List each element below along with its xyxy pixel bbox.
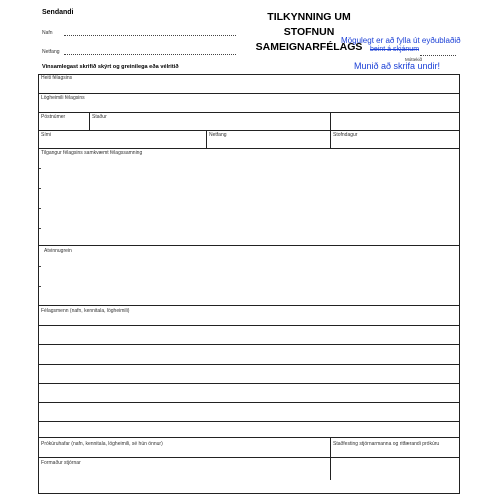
sender-name-field[interactable] — [64, 35, 236, 36]
founding-date-field[interactable] — [331, 138, 459, 148]
company-name-label: Heiti félagsins — [41, 75, 73, 81]
web-label: Netfang — [209, 132, 227, 138]
purpose-field[interactable] — [39, 157, 459, 245]
business-code-field[interactable] — [39, 254, 459, 305]
address-label: Lögheimili félagsins — [41, 95, 85, 101]
place-field[interactable] — [90, 120, 330, 130]
line-marker — [39, 228, 41, 229]
founding-date-label: Stofndagur — [333, 132, 358, 138]
proxy-label: Prókúruhafar (nafn, kennitala, lögheimili, sé hún önnur) — [41, 441, 163, 447]
row-divider — [38, 245, 460, 246]
table-line — [38, 457, 460, 458]
row-divider — [38, 112, 460, 113]
sender-heading: Sendandi — [42, 9, 74, 16]
sender-email-field[interactable] — [64, 54, 236, 55]
business-code-label: Atvinnugrein — [44, 248, 72, 254]
phone-field[interactable] — [39, 138, 206, 148]
place-divider — [330, 112, 331, 130]
company-name-field[interactable] — [39, 81, 459, 93]
sender-name-label: Nafn — [42, 30, 53, 36]
form-title-line-2: STOFNUN — [283, 26, 335, 38]
phone-label: Sími — [41, 132, 51, 138]
row-divider — [38, 305, 460, 306]
row-divider — [38, 93, 460, 94]
signatures-field[interactable] — [331, 447, 459, 457]
received-field[interactable] — [420, 55, 456, 56]
fill-note: Mögulegt er að fylla út eyðublaðið — [341, 36, 461, 45]
table-line — [38, 437, 460, 438]
row-divider — [38, 148, 460, 149]
form-title-line-1: TILKYNNING UM — [267, 11, 351, 23]
signature-column-divider — [330, 437, 331, 480]
signatures-label: Staðfesting stjórnarmanna og ritfærandi prókúru — [333, 441, 440, 447]
row-divider — [38, 130, 460, 131]
sign-reminder: Munið að skrifa undir! — [354, 61, 441, 71]
form-title-line-3: SAMEIGNARFÉLAGS — [255, 41, 363, 53]
line-marker — [39, 266, 41, 267]
table-line — [38, 421, 460, 422]
line-marker — [39, 286, 41, 287]
purpose-label: Tilgangur félagsins samkvæmt félagssamning — [41, 150, 143, 156]
web-field[interactable] — [207, 138, 330, 148]
sender-email-label: Netfang — [42, 49, 60, 55]
proxy-field[interactable] — [39, 447, 330, 457]
partners-table[interactable] — [39, 314, 459, 421]
line-marker — [39, 208, 41, 209]
struck-note: beint á skjánum — [370, 46, 420, 53]
chairman-label: Formaður stjórnar — [41, 460, 81, 466]
postal-code-field[interactable] — [39, 120, 89, 130]
received-label: Móttekið — [405, 57, 423, 62]
postal-code-label: Póstnúmer — [41, 114, 66, 120]
partners-label: Félagsmenn (nafn, kennitala, lögheimili) — [41, 308, 130, 314]
place-label: Staður — [92, 114, 107, 120]
address-field[interactable] — [39, 101, 459, 112]
instruction-text: Vinsamlegast skrifið skýrt og greinilega eða vélritið — [42, 64, 179, 70]
line-marker — [39, 188, 41, 189]
form-title — [248, 10, 370, 55]
chairman-field[interactable] — [39, 466, 330, 480]
line-marker — [39, 168, 41, 169]
